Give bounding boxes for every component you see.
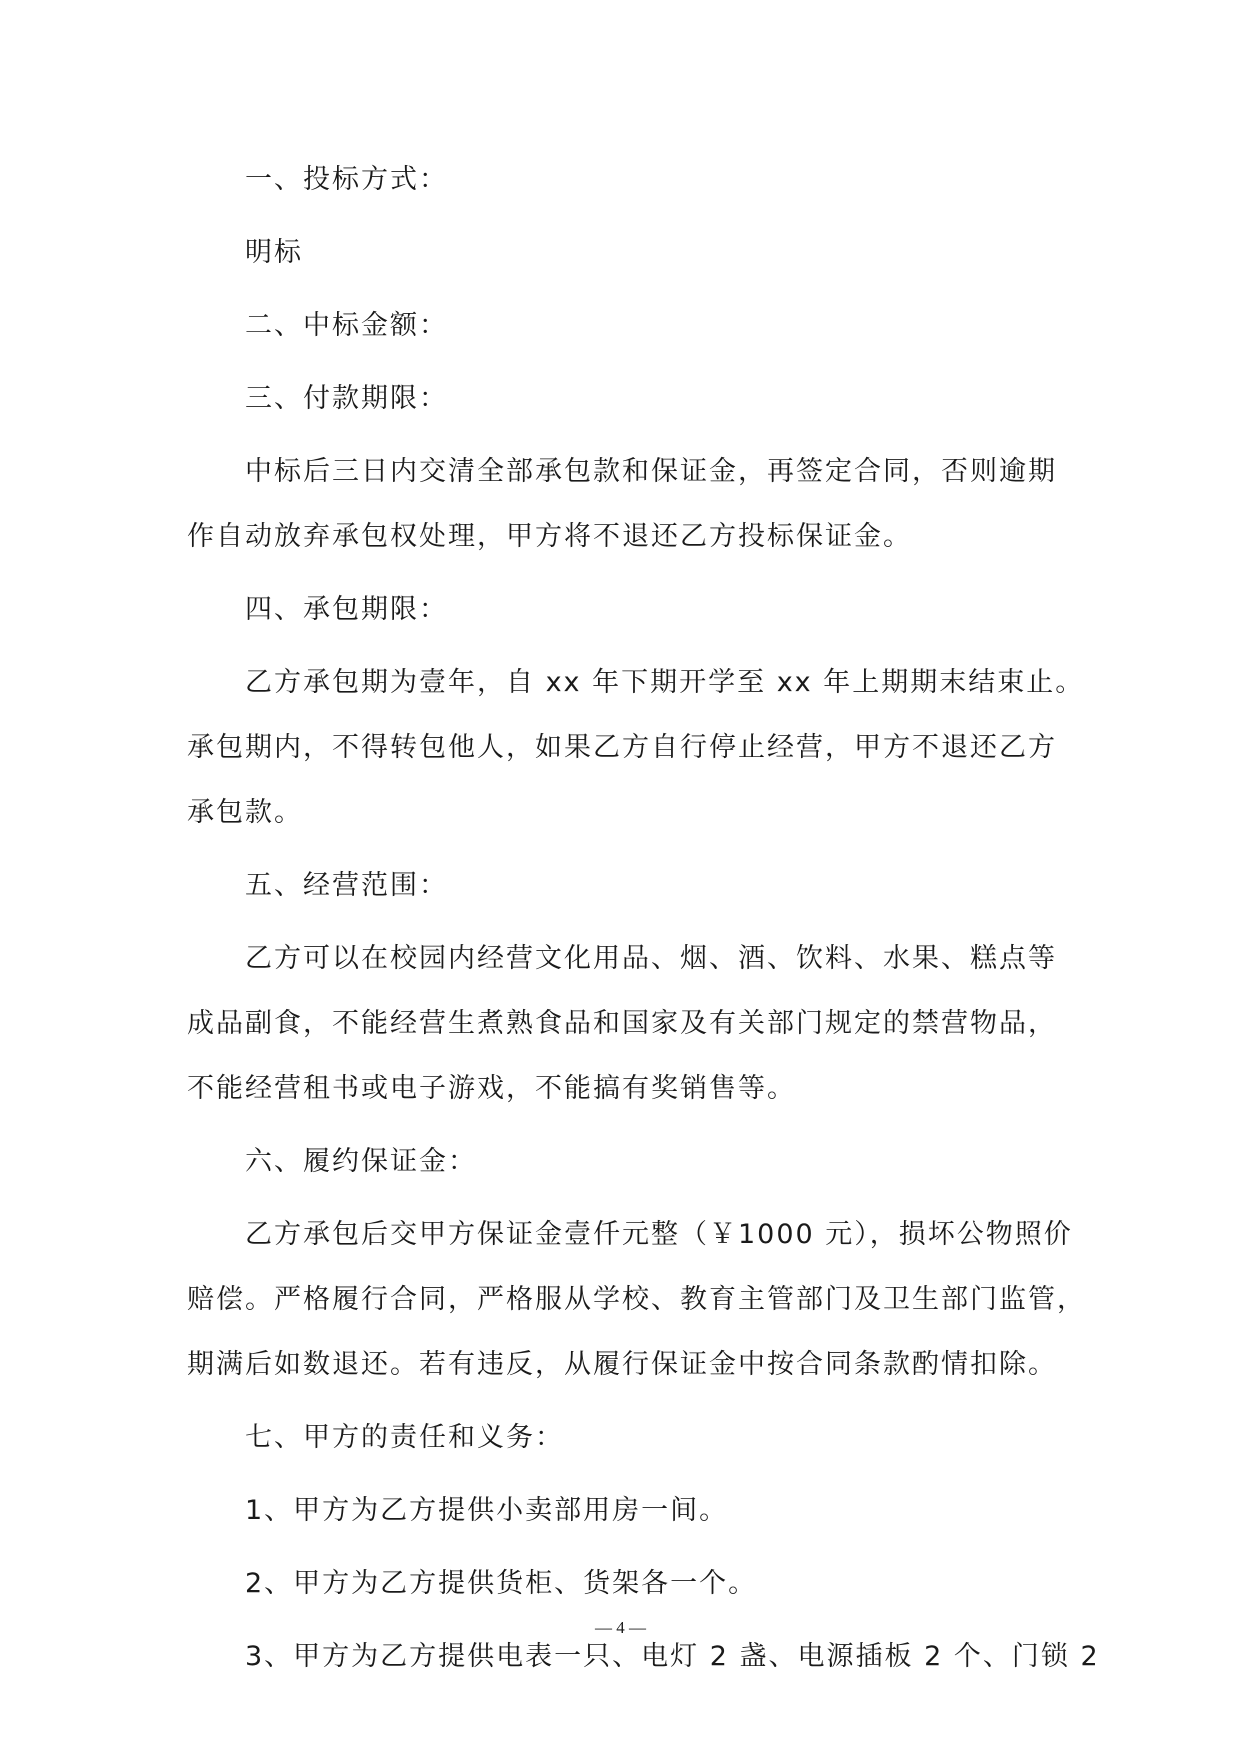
section-heading-party-a-duties: 七、甲方的责任和义务： — [245, 1422, 564, 1453]
section-heading-performance-deposit: 六、履约保证金： — [245, 1146, 477, 1177]
paragraph-line: 成品副食，不能经营生煮熟食品和国家及有关部门规定的禁营物品， — [187, 1008, 1057, 1039]
paragraph-line: 明标 — [245, 237, 303, 268]
document-body — [187, 160, 1100, 1677]
paragraph-line: 乙方承包期为壹年，自 xx 年下期开学至 xx 年上期期末结束止。 — [245, 667, 1085, 698]
paragraph-line: 乙方承包后交甲方保证金壹仟元整（￥1000 元），损坏公物照价 — [245, 1219, 1073, 1250]
section-heading-bid-amount: 二、中标金额： — [245, 310, 448, 341]
section-heading-contract-period: 四、承包期限： — [245, 594, 448, 625]
paragraph-line: 赔偿。严格履行合同，严格服从学校、教育主管部门及卫生部门监管， — [187, 1284, 1086, 1315]
list-item: 3、甲方为乙方提供电表一只、电灯 2 盏、电源插板 2 个、门锁 2 — [245, 1641, 1100, 1672]
paragraph-line: 中标后三日内交清全部承包款和保证金，再签定合同，否则逾期 — [245, 456, 1057, 487]
page-number: — 4 — — [595, 1618, 646, 1637]
paragraph-line: 期满后如数退还。若有违反，从履行保证金中按合同条款酌情扣除。 — [187, 1349, 1057, 1380]
paragraph-line: 不能经营租书或电子游戏，不能搞有奖销售等。 — [187, 1073, 796, 1104]
paragraph-line: 作自动放弃承包权处理，甲方将不退还乙方投标保证金。 — [187, 521, 912, 552]
list-item: 1、甲方为乙方提供小卖部用房一间。 — [245, 1495, 729, 1526]
section-heading-payment-term: 三、付款期限： — [245, 383, 448, 414]
section-heading-business-scope: 五、经营范围： — [245, 870, 448, 901]
paragraph-line: 乙方可以在校园内经营文化用品、烟、酒、饮料、水果、糕点等 — [245, 943, 1057, 974]
paragraph-line: 承包期内，不得转包他人，如果乙方自行停止经营，甲方不退还乙方 — [187, 732, 1057, 763]
list-item: 2、甲方为乙方提供货柜、货架各一个。 — [245, 1568, 758, 1599]
paragraph-line: 承包款。 — [187, 797, 303, 828]
section-heading-bidding-method: 一、投标方式： — [245, 164, 448, 195]
